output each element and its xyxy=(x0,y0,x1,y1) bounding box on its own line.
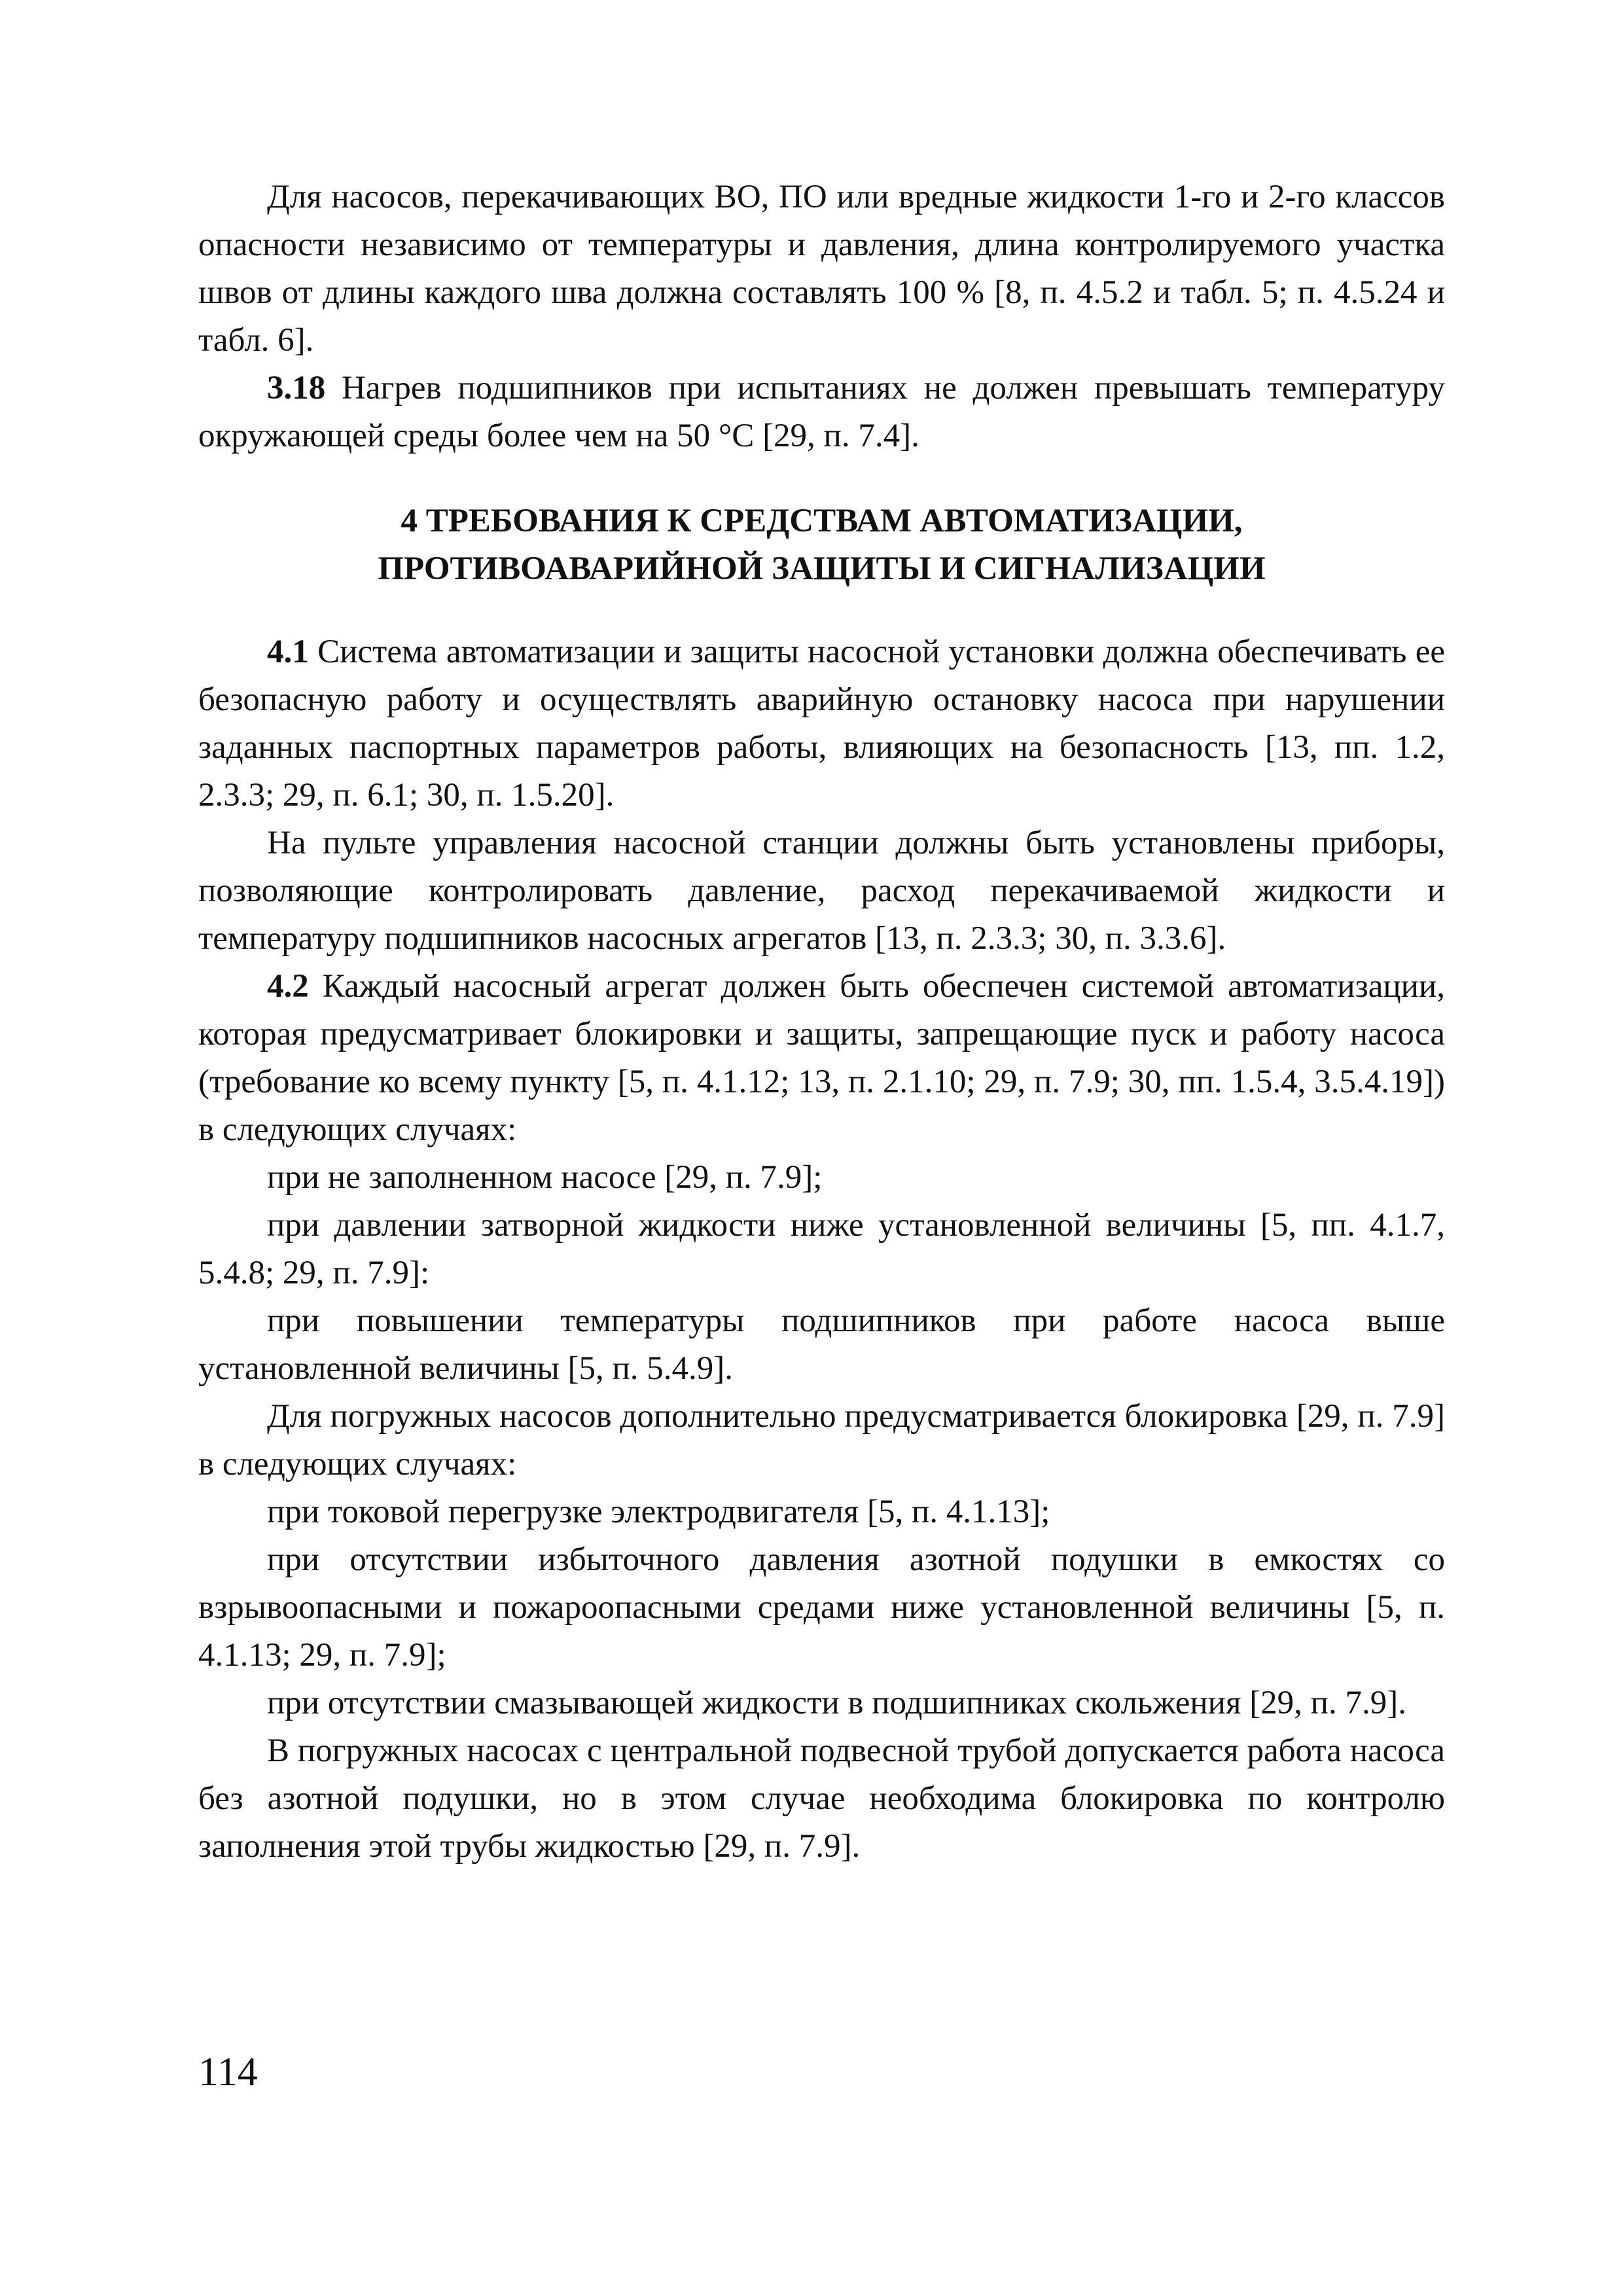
paragraph-suspension-tube: В погружных насосах с центральной подвесной трубой допускается работа насоса без азотной подушки, но в этом случае необходима блокировка по контролю заполнения этой трубы жидкостью [29, п. 7.9]. xyxy=(198,1732,1445,1865)
list-item-sub-2: при отсутствии избыточного давления азотной подушки в емкостях со взрывоопасными и пожароопасными средами ниже установленной величины [5, п. 4.1.13; 29, п. 7.9]; xyxy=(198,1541,1445,1674)
section-heading-line-1: 4 ТРЕБОВАНИЯ К СРЕДСТВАМ АВТОМАТИЗАЦИИ, xyxy=(401,503,1243,539)
list-item-sub-3: при отсутствии смазывающей жидкости в подшипниках скольжения [29, п. 7.9]. xyxy=(267,1685,1406,1721)
section-body xyxy=(198,628,1445,1871)
paragraph-4-2 xyxy=(198,963,1445,1154)
section-heading-line-2: ПРОТИВОАВАРИЙНОЙ ЗАЩИТЫ И СИГНАЛИЗАЦИИ xyxy=(378,550,1266,587)
list-item-case-1: при не заполненном насосе [29, п. 7.9]; xyxy=(267,1159,823,1196)
clause-number: 4.1 xyxy=(267,634,309,670)
paragraph-submersible: Для погружных насосов дополнительно предусматривается блокировка [29, п. 7.9] в следующих случаях: xyxy=(198,1398,1445,1482)
paragraph-weld-control: Для насосов, перекачивающих ВО, ПО или вредные жидкости 1-го и 2-го классов опасности независимо от температуры и давления, длина контролируемого участка швов от длины каждого шва должна составлять 100 % [8, п. 4.5.2 и табл. 5; п. 4.5.24 и табл. 6]. xyxy=(198,179,1445,359)
list-item-case-3: при повышении температуры подшипников при работе насоса выше установленной величины [5, п. 5.4.9]. xyxy=(198,1302,1445,1387)
clause-text: Каждый насосный агрегат должен быть обеспечен системой автоматизации, которая предусматривает блокировки и защиты, запрещающие пуск и работу насоса (требование ко всему пункту [5, п. 4.1.12; 13, п. 2.1.10; 29, п. 7.9; 30, пп. 1.5.4, 3.5.4.19]) в следующих случаях: xyxy=(198,968,1445,1148)
paragraph-3-18 xyxy=(198,365,1445,460)
clause-text: Система автоматизации и защиты насосной установки должна обеспечивать ее безопасную работу и осуществлять аварийную остановку насоса при нарушении заданных паспортных параметров работы, влияющих на безопасность [13, пп. 1.2, 2.3.3; 29, п. 6.1; 30, п. 1.5.20]. xyxy=(198,634,1445,814)
list-item-case-2: при давлении затворной жидкости ниже установленной величины [5, пп. 4.1.7, 5.4.8; 29, п. 7.9]: xyxy=(198,1207,1445,1291)
clause-number: 3.18 xyxy=(267,370,326,406)
section-heading xyxy=(198,497,1445,593)
clause-number: 4.2 xyxy=(267,968,309,1005)
page-number: 114 xyxy=(198,2050,258,2094)
paragraph-control-panel: На пульте управления насосной станции должны быть установлены приборы, позволяющие контролировать давление, расход перекачиваемой жидкости и температуру подшипников насосных агрегатов [13, п. 2.3.3; 30, п. 3.3.6]. xyxy=(198,825,1445,957)
list-item-sub-1: при токовой перегрузке электродвигателя [5, п. 4.1.13]; xyxy=(267,1494,1050,1530)
top-text-block xyxy=(198,173,1445,460)
clause-text: Нагрев подшипников при испытаниях не должен превышать температуру окружающей среды более чем на 50 °С [29, п. 7.4]. xyxy=(198,370,1445,454)
paragraph-4-1 xyxy=(198,628,1445,819)
